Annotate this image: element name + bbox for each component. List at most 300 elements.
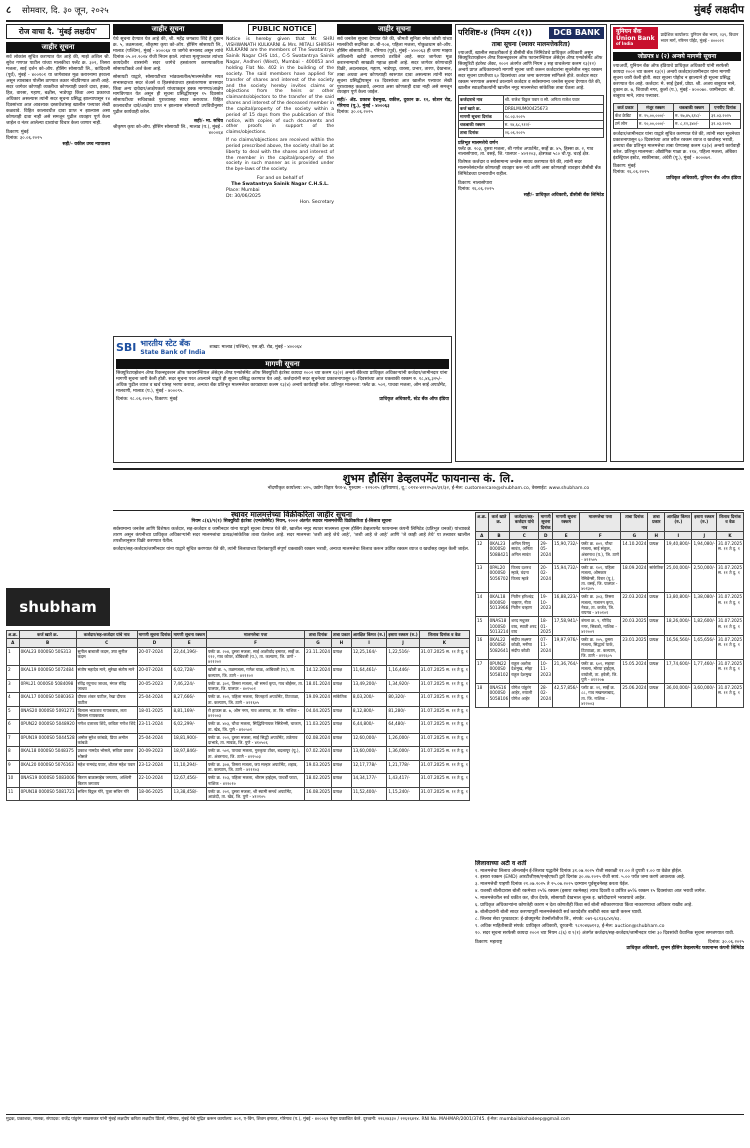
auction-cell-pt: सांकेतिक [648, 564, 665, 593]
terms-place: ठिकाण: महाराष्ट्र [475, 940, 503, 946]
auction-col-letter: C [76, 639, 137, 647]
page-number: ८ [6, 5, 12, 16]
sbi-branch: शाखा: मालाड (पश्चिम), एस.व्ही. रोड, मुंबई - ४०००६४ [209, 344, 302, 350]
auction-cell-auc: 31.07.2025 स. ११ ते दु. १ [419, 733, 469, 747]
auction-row [7, 787, 470, 801]
auction-cell-name: संदीप लक्ष्मण कोळी, मनीषा संदीप कोळी [510, 636, 539, 660]
sbi-signature: प्राधिकृत अधिकारी, स्टेट बँक ऑफ इंडिया [379, 397, 449, 403]
auction-row [476, 660, 744, 684]
dcb-row [459, 121, 604, 129]
auction-cell-auc: 31.07.2025 स. ११ ते दु. १ [717, 617, 744, 636]
auction-col-letter: H [332, 639, 352, 647]
notice-society: श्रीकृष्ण कृपा को-ऑप. हौसिंग सोसायटी लि., मालाड (प.), मुंबई - ४०००६४ [113, 125, 223, 137]
union-bank-col-header: कर्ज प्रकार [614, 103, 638, 111]
paper-name: मुंबई लक्षदीप [694, 4, 744, 16]
auction-cell-name: संतोष महादेव माने, सुरेखा संतोष माने [76, 666, 137, 680]
auction-col-letter: B [19, 639, 76, 647]
auction-cell-addr: फ्लॅट क्र. ६०१, सहावा मजला, मोरया हाईट्स, वाघोली, ता. हवेली, जि. पुणे - ४१२२०७ [580, 660, 621, 684]
auction-cell-no: 12 [476, 540, 489, 564]
auction-cell-pd: 04.04.2025 [305, 706, 332, 720]
auction-col-letter: I [351, 639, 387, 647]
auction-cell-pt: प्रत्यक्ष [332, 679, 352, 693]
auction-col-header: अ.क्र. [476, 513, 489, 532]
auction-cell-addr: फ्लॅट क्र. ५०१, पाचवा मजला, गुरुकृपा टॉवर, बदलापूर (पू.), ता. अंबरनाथ, जि. ठाणे - ४२१५०३ [207, 747, 305, 761]
auction-cell-auc: 31.07.2025 स. ११ ते दु. १ [419, 706, 469, 720]
auction-cell-amt: 16,88,223/- [553, 593, 580, 617]
dcb-note: विशेषतः कर्जदार व सर्वसामान्य जनतेस सावध करण्यात येते की, त्यांनी सदर मालमत्तेसंदर्भात कोणताही व्यवहार करू नये आणि असा कोणताही व्यवहार डीसीबी बँक लिमिटेडच्या प्रभाराधीन राहील. [458, 160, 601, 178]
auction-row [7, 747, 470, 761]
auction-cell-emd: 1,16,446/- [387, 666, 419, 680]
union-bank-row [614, 112, 741, 120]
auction-cell-dn: 22-10-2024 [137, 774, 172, 788]
auction-cell-no: 3 [7, 679, 20, 693]
auction-cell-dn: 10-11-2023 [539, 660, 553, 684]
sbi-date: दिनांक: २८.०६.२०२५, ठिकाण: मुंबई [116, 397, 178, 403]
auction-cell-emd: 1,22,516/- [387, 647, 419, 666]
auction-cell-auc: 31.07.2025 स. ११ ते दु. १ [419, 693, 469, 707]
auction-row [476, 684, 744, 708]
union-bank-place: ठिकाण: मुंबई [613, 164, 636, 170]
auction-cell-addr: फ्लॅट क्र. ३०४, तिसरा मजला, जय मल्हार अपार्टमेंट, शहाड, ता. कल्याण, जि. ठाणे - ४२११०३ [207, 760, 305, 774]
notice-date: दिनांक: ३०.०६.२०२५ [6, 135, 42, 141]
auction-cell-addr: रो हाऊस क्र. ७, ओम नगर, गाव आडगाव, ता. जि. नाशिक - ४२२००३ [207, 706, 305, 720]
auction-cell-no: 11 [7, 787, 20, 801]
auction-cell-name: अमोल सुरेश कांबळे, प्रिया अमोल कांबळे [76, 733, 137, 747]
auction-cell-auc: 31.07.2025 स. ११ ते दु. १ [717, 684, 744, 708]
shubham-subheading: नियम ८(६)/९(१) सिक्युरिटी इंटरेस्ट (एन्फोर्समेंट) नियम, २००२ अंतर्गत स्थावर मालमत्तेच्या विक्रीकरिता ई-लिलाव सूचना [191, 519, 392, 525]
auction-cell-amt: 15,94,732/- [553, 564, 580, 593]
dcb-row [459, 96, 604, 104]
issue-date: सोमवार, दि. ३० जून, २०२५ [22, 6, 109, 16]
auction-col-header: अ.क्र. [8, 632, 18, 637]
dcb-table [458, 95, 604, 137]
auction-cell-dn: 18-01-2025 [540, 618, 552, 634]
auction-cell-dn: 20-07-2024 [137, 666, 172, 680]
shubham-office: नोंदणीकृत कार्यालय: ४२५, उद्योग विहार फेज-४, गुरुग्राम - १२२०१५ (हरियाणा), दू.: ०१२४-४२१२५३०/३१/३२, ई-मेल: customercare@shubham.co, वेबसाईट: www.shubham.co [267, 485, 590, 491]
auction-cell-dn: 28-02-2024 [539, 684, 553, 708]
auction-cell-auc: 31.07.2025 स. ११ ते दु. १ [717, 564, 744, 593]
terms-item: २. इसारा रक्कम (EMD) आरटीजीएस/एनईएफटी द्वारे दिनांक ३०.०७.२०२५ रोजी सायं. ५.०० पर्यंत जमा करणे आवश्यक आहे. [475, 875, 686, 881]
auction-cell-amt: 6,02,728/- [172, 666, 207, 680]
shubham-table-left [6, 630, 470, 1108]
auction-cell-pt: प्रत्यक्ष [648, 660, 665, 684]
auction-cell-name: प्रकाश नामदेव भोसले, सविता प्रकाश भोसले [76, 747, 137, 761]
auction-col-header: मागणी सूचना रक्कम [173, 632, 206, 637]
auction-cell-dn: 18-01-2025 [137, 706, 172, 720]
auction-cell-pd: 16.08.2025 [305, 787, 332, 801]
auction-cell-amt: 22,44,196/- [172, 647, 207, 666]
auction-cell-addr: फ्लॅट क्र. २०४, दुसरा मजला, साई आशीर्वाद इमारत, सर्व्हे क्र. ११२, गाव कोपर, डोंबिवली (प.), ता. कल्याण, जि. ठाणे - ४२१२०२ [207, 647, 305, 666]
auction-cell-no: 6 [7, 720, 20, 734]
sign-date: Dt: 30/06/2025 [226, 194, 261, 200]
auction-cell-emd: 1,26,000/- [387, 733, 419, 747]
auction-cell-pd: 18.09.2024 [621, 564, 648, 593]
auction-cell-dn: 23-12-2024 [137, 760, 172, 774]
dcb-row-value: श्री. राजेश विठ्ठल पवार व सौ. अनिता राजेश पवार [503, 96, 603, 104]
auction-col-header: मालमत्तेचा पत्ता [207, 631, 305, 639]
auction-cell-rp: 13,80,800/- [665, 593, 692, 617]
auction-cell-acc: 0KAL19 0000S0 5072484 [19, 666, 76, 680]
auction-col-header: कर्ज खाते क्र. [488, 513, 510, 532]
auction-cell-pd: 18.01.2024 [305, 679, 332, 693]
auction-cell-no: 18 [476, 684, 489, 708]
auction-cell-rp: 11,64,461/- [351, 666, 387, 680]
auction-row [476, 593, 744, 617]
auction-cell-rp: 12,60,000/- [351, 733, 387, 747]
auction-cell-amt: 8,81,169/- [172, 706, 207, 720]
auction-col-letter: G [621, 531, 648, 539]
union-bank-col-header: मंजूर रक्कम [637, 103, 673, 111]
union-bank-body-2: कर्जदार/जामीनदार यांना याद्वारे सूचित करण्यात येते की, त्यांनी सदर सूचनेच्या प्रकाशनापासून ६० दिवसांच्या आत वरील रक्कम व्याज व खर्चासह भरावी, अन्यथा बँक प्रतिभूत मालमत्तेचा ताबा घेण्यासह कलम १३(४) अन्वये कार्यवाही करेल. प्रतिभूत मालमत्ता: औद्योगिक गाळा क्र. ११४, पहिला मजला, अंबिका इंडस्ट्रियल इस्टेट, साकीनाका, अंधेरी (पू.), मुंबई - ४०००७२. [613, 131, 741, 161]
dcb-row-key: कर्ज खाते क्र. [459, 104, 504, 112]
auction-col-header: मागणी सूचना दिनांक [540, 514, 551, 530]
auction-cell-dn: 25-04-2024 [137, 733, 172, 747]
auction-cell-emd: 3,60,000/- [692, 684, 717, 708]
auction-cell-pd: 23.11.2024 [305, 647, 332, 666]
auction-cell-amt: 15,90,732/- [553, 540, 580, 564]
union-bank-logo-mr: युनियन बँक [616, 28, 642, 35]
notice-date: दिनांक: ३०.०६.२०२५ [337, 110, 373, 116]
auction-col-letter: C [510, 531, 539, 539]
auction-table-left [6, 630, 470, 801]
auction-row [7, 679, 470, 693]
auction-cell-amt: 19,97,976/- [553, 636, 580, 660]
dcb-row-key: थकबाकी रक्कम [459, 121, 504, 129]
auction-cell-auc: 31.07.2025 स. ११ ते दु. १ [717, 593, 744, 617]
terms-item: ७. बोलीदारांनी बोली सादर करण्यापूर्वी मालमत्तेसंबंधी सर्व कायदेशीर बाबींची स्वतः खात्री करून घ्यावी. [475, 910, 643, 916]
auction-cell-acc: 0NAS20 0000S0 5091271 [19, 706, 76, 720]
union-bank-address: प्रादेशिक कार्यालय: युनियन बँक भवन, २३९, विधान भवन मार्ग, नरिमन पॉईंट, मुंबई - ४०००२१ [660, 32, 739, 43]
auction-cell-dn: 07-11-2024 [539, 636, 553, 660]
auction-cell-no: 9 [7, 760, 20, 774]
notice-signature: सही/- मा. सचिव [194, 119, 223, 125]
auction-cell-pt: प्रत्यक्ष [648, 617, 665, 636]
auction-cell-addr: प्लॉट क्र. २१, सर्व्हे क्र. ८८, गाव मखमलाबाद, ता. जि. नाशिक - ४२२००३ [580, 684, 621, 708]
auction-cell-emd: 1,15,240/- [387, 787, 419, 801]
terms-item: ३. मालमत्तेची पाहणी दिनांक २१.०७.२०२५ ते २५.०७.२०२५ दरम्यान पूर्वसूचनेसह करता येईल. [475, 882, 630, 888]
auction-cell-name: गणेश दत्तात्रय शिंदे, कविता गणेश शिंदे [76, 720, 137, 734]
sbi-logo: SBI [116, 340, 137, 354]
auction-cell-rp: 8,03,200/- [351, 693, 387, 707]
sbi-notice [113, 336, 452, 463]
auction-cell-pd: 19.09.2024 [305, 693, 332, 707]
auction-cell-rp: 19,40,800/- [665, 540, 692, 564]
dcb-appendix: परिशिष्ट-४ (नियम ८(१)) [458, 28, 533, 37]
union-bank-logo [613, 27, 658, 49]
auction-row [476, 636, 744, 660]
auction-cell-acc: 0KAL18 0000S0 5013966 [488, 593, 510, 617]
imprint-footer: मुद्रक, प्रकाशक, मालक, संपादक: राजेंद्र पांडुरंग साळसकर यांनी मुंबई लक्षदीप करिता लक्षदीप प्रिंटर्स, गोरेगाव, मुंबई येथे मुद्रित करून कार्यालय: ४०१, ए-विंग, शिवम इमारत, गोरेगाव (प.), मुंबई - ४०००६२ येथून प्रकाशित केले. दूरध्वनी: २२६२४३३० / २२६२६४२४. RNI No. MAHMAR/2001/3745. ई-मेल: mumbailakshadeep@gmail.com [6, 1114, 744, 1144]
shubham-intro-text-2: कर्जदार/सह-कर्जदार/जामीनदार यांना याद्वारे सूचित करण्यात येते की, त्यांनी लिलावाच्या दिनांकापूर्वी संपूर्ण थकबाकी रक्कम भरावी, अन्यथा मालमत्तेचा लिलाव करून उर्वरित रक्कम व्याज व खर्चासह वसूल केली जाईल. [113, 547, 470, 553]
union-bank-col-header: थकबाकी रक्कम [673, 103, 709, 111]
auction-row [7, 760, 470, 774]
auction-cell-no: 5 [7, 706, 20, 720]
shubham-intro-text: सर्वसामान्य जनतेस आणि विशेषतः कर्जदार, सह-कर्जदार व जामीनदार यांना याद्वारे सूचना देण्यात येते की, खालील नमूद स्थावर मालमत्ता शुभम हौसिंग डेव्हलपमेंट फायनान्स कंपनी लिमिटेड (प्रतिभूत धनको) यांच्याकडे तारण असून कंपनीच्या प्राधिकृत अधिकाऱ्यांनी सदर मालमत्तांचा प्रत्यक्ष/सांकेतिक ताबा घेतलेला आहे. सदर मालमत्ता 'जशी आहे जेथे आहे', 'जशी आहे जे आहे' आणि 'जे काही आहे तेथे' या तत्त्वावर खालील तपशीलानुसार विक्री करण्यात येतील. [113, 527, 470, 545]
shubham-terms [475, 860, 744, 1108]
auction-cell-rp: 13,60,000/- [351, 747, 387, 761]
auction-cell-pt: प्रत्यक्ष [648, 593, 665, 617]
auction-cell-pt: प्रत्यक्ष [332, 666, 352, 680]
auction-row [476, 564, 744, 593]
auction-cell-emd: 1,34,920/- [387, 679, 419, 693]
sign-place: Place: Mumbai [226, 188, 260, 194]
auction-cell-auc: 31.07.2025 स. ११ ते दु. १ [419, 747, 469, 761]
notice-header: जाहीर सूचना [337, 24, 452, 35]
auction-cell-pd: 25.06.2024 [621, 684, 648, 708]
auction-row [7, 693, 470, 707]
union-bank-cell: रु. २५,००,०००/- [637, 112, 673, 120]
auction-cell-pt: प्रत्यक्ष [332, 787, 352, 801]
auction-cell-dn: 19-10-2023 [539, 593, 553, 617]
auction-cell-addr: खोली क्र. ५, तळमजला, गणेश चाळ, आंबिवली (प.), ता. कल्याण, जि. ठाणे - ४२११०२ [207, 666, 305, 680]
terms-item: ८. लिलाव सेवा पुरवठादार: ई-प्रोक्युरमेंट टेक्नॉलॉजीज लि., संपर्क: ०७९-६८१३६८४१/४३. [475, 917, 621, 923]
notice-header: जाहीर सूचना [113, 24, 223, 35]
dcb-place: ठिकाण: नालासोपारा [458, 181, 493, 187]
auction-col-header: ताबा दिनांक [621, 513, 648, 532]
auction-cell-amt: 12,67,456/- [172, 774, 207, 788]
auction-cell-emd: 2,50,000/- [692, 564, 717, 593]
auction-cell-addr: बंगला क्र. ९, गोविंद नगर, सिडको, नाशिक - ४२२००९ [580, 617, 621, 636]
auction-cell-addr: फ्लॅट क्र. २०५, दुसरा मजला, सिद्धार्थ पार्क, टिटवाळा, ता. कल्याण, जि. ठाणे - ४२१६०५ [580, 636, 621, 660]
auction-cell-acc: 0PAL21 0000S0 5084098 [19, 679, 76, 693]
sbi-name-en: State Bank of India [140, 349, 206, 356]
auction-cell-rp: 25,00,000/- [665, 564, 692, 593]
auction-cell-auc: 31.07.2025 स. ११ ते दु. १ [419, 760, 469, 774]
auction-cell-rp: 12,17,778/- [351, 760, 387, 774]
auction-row [476, 540, 744, 564]
auction-cell-amt: 6,02,299/- [172, 720, 207, 734]
auction-cell-emd: 64,480/- [387, 720, 419, 734]
notice-body-2: सोसायटी याद्वारे, सोसायटीच्या भांडवलातील/मालमत्तेतील मयत सभासदाच्या सदर शेअर्स व हितसंबंधाच्या हस्तांतरणास वारसदार किंवा अन्य दावेदार/आक्षेपकर्ता यांच्याकडून हक्क मागण्या/आक्षेप मागविण्यात येत असून ही सूचना प्रसिद्धीपासून १५ दिवसांत सोसायटीच्या सचिवाकडे पुराव्यासह सादर कराव्यात. विहित कालावधीत दावे/आक्षेप प्राप्त न झाल्यास सोसायटी उपविधीनुसार पुढील कार्यवाही करेल. [113, 74, 223, 116]
notice-signature: सही/- ॲड. प्रकाश देशमुख, वकील, दुकान क्र. १२, स्टेशन रोड, गोरेगाव (पू.), मुंबई - ४०००६३ [337, 98, 452, 110]
public-notice-body-2: If no claims/objections are received within the period prescribed above, the society shall be at liberty to deal with the shares and interest of the member in the capital/property of the society in such manner as is provided under the bye-laws of the society. [226, 138, 334, 173]
auction-cell-name: योगेश पांडुरंग आहेर, रुपाली योगेश आहेर [510, 684, 539, 708]
auction-cell-dn: 23-11-2024 [137, 720, 172, 734]
auction-cell-pt: प्रत्यक्ष [648, 684, 665, 708]
auction-col-letter: H [648, 531, 665, 539]
auction-cell-pt: प्रत्यक्ष [332, 720, 352, 734]
auction-cell-amt: 18,81,900/- [172, 733, 207, 747]
auction-col-header: कर्ज खाते क्र. [19, 631, 76, 639]
auction-cell-pd: 11.03.2025 [305, 720, 332, 734]
auction-col-header: ताबा प्रकार [648, 513, 665, 532]
auction-cell-amt: 8,27,666/- [172, 693, 207, 707]
auction-col-letter: J [692, 531, 717, 539]
auction-cell-auc: 31.07.2025 स. ११ ते दु. १ [419, 774, 469, 788]
auction-col-letter: B [488, 531, 510, 539]
terms-heading: लिलावाच्या अटी व शर्ती [475, 860, 527, 867]
auction-cell-addr: फ्लॅट क्र. २०१, दुसरा मजला, श्री स्वामी समर्थ अपार्टमेंट, आळंदी, ता. खेड, जि. पुणे - ४१२१०५ [207, 787, 305, 801]
auction-row [7, 774, 470, 788]
dcb-intro: ज्याअर्थी, खालील स्वाक्षरीकर्ता हे डीसीबी बँक लिमिटेडचे प्राधिकृत अधिकारी असून सिक्युरिटायझेशन ॲण्ड रिकन्स्ट्रक्शन ऑफ फायनान्शियल ॲसेट्स ॲण्ड एन्फोर्समेंट ऑफ सिक्युरिटी इंटरेस्ट ॲक्ट, २००२ अंतर्गत आणि नियम ३ सह वाचलेल्या कलम १३(१२) अन्वये प्राप्त अधिकारान्वये मागणी सूचना जारी करून कर्जदारांना सूचनेतील नमूद रक्कम सदर सूचना प्राप्तीच्या ६० दिवसांच्या आत जमा करण्यास सांगितले होते. कर्जदार सदर रक्कम भरण्यास असमर्थ ठरल्याने कर्जदार व सर्वसामान्य जनतेस सूचना देण्यात येते की, खालील स्वाक्षरीकर्त्यांनी खालील नमूद मालमत्तेचा सांकेतिक ताबा घेतला आहे. [458, 50, 603, 92]
notice-signature: सही/- वकील उच्च न्यायालय [62, 141, 110, 147]
union-bank-logo-sub: of India [616, 41, 634, 47]
auction-cell-dn: 20-02-2024 [539, 564, 553, 593]
auction-col-header: आरक्षित किंमत (रु.) [352, 632, 386, 637]
terms-item: ५. मालमत्तेवरील सर्व थकीत कर, वीज देयके, सोसायटी देखभाल शुल्क इ. खरेदीदाराने भरावयाचे आहेत. [475, 896, 646, 902]
dcb-row [459, 104, 604, 112]
auction-col-header: मागणी सूचना दिनांक [138, 632, 171, 637]
auction-cell-auc: 31.07.2025 स. ११ ते दु. १ [717, 636, 744, 660]
terms-list [475, 869, 744, 938]
auction-col-letter: D [137, 639, 172, 647]
dcb-row-value: रु. २४,६८,९१२/- [503, 121, 603, 129]
dcb-row [459, 129, 604, 137]
auction-cell-rp: 13,49,200/- [351, 679, 387, 693]
auction-cell-no: 2 [7, 666, 20, 680]
auction-cell-no: 10 [7, 774, 20, 788]
auction-col-header: आरक्षित किंमत (रु.) [665, 513, 692, 532]
sbi-body: सिक्युरिटायझेशन ॲण्ड रिकन्स्ट्रक्शन ऑफ फायनान्शियल ॲसेट्स ॲण्ड एन्फोर्समेंट ऑफ सिक्युरिटी इंटरेस्ट कायदा २००२ च्या कलम १३(२) अन्वये बँकेच्या प्राधिकृत अधिकाऱ्यांनी कर्जदार/जामीनदार यांना मागणी सूचना जारी केली होती. सदर सूचना परत आल्याने याद्वारे ही सूचना प्रसिद्ध करण्यात येत आहे. कर्जदारांनी सदर सूचनेच्या प्रकाशनापासून ६० दिवसांच्या आत थकबाकी रक्कम रु. १८,४६,३२५/- अधिक पुढील व्याज व खर्च यांसह भरणा करावा, अन्यथा बँक प्रतिभूत मालमत्तेवर कायद्याच्या कलम १३(४) अन्वये कार्यवाही करेल. प्रतिभूत मालमत्ता: फ्लॅट क्र. ५०२, पाचवा मजला, ओम साई अपार्टमेंट, मालवणी, मालाड (प.), मुंबई - ४०००९५. [116, 371, 448, 395]
auction-cell-acc: 0NAS16 0000S0 5058106 [488, 684, 510, 708]
auction-col-letter: I [665, 531, 692, 539]
union-bank-notice [610, 24, 744, 462]
column-2 [113, 24, 223, 334]
union-bank-body: ज्याअर्थी, युनियन बँक ऑफ इंडियाचे प्राधिकृत अधिकारी यांनी सरफेसी कायदा २००२ च्या कलम १३(२) अन्वये कर्जदार/जामीनदार यांना मागणी सूचना जारी केली होती. सदर सूचना पोहोच न झाल्याने ही सूचना प्रसिद्ध करण्यात येत आहे. कर्जदार: मे. साई ट्रेडर्स, प्रोप्रा. श्री. अजय बाबुराव माने, दुकान क्र. ७, शिवाजी नगर, कुर्ला (प.), मुंबई - ४०००७०. जामीनदार: श्री. बाबुराव माने, त्याच पत्त्यावर. [613, 64, 736, 99]
auction-cell-emd: 1,36,000/- [387, 747, 419, 761]
auction-cell-pt: प्रत्यक्ष [332, 706, 352, 720]
auction-row [7, 733, 470, 747]
auction-col-letter: K [717, 531, 744, 539]
auction-cell-pt: प्रत्यक्ष [332, 774, 352, 788]
auction-cell-no: 14 [476, 593, 489, 617]
auction-row [7, 720, 470, 734]
auction-cell-pt: प्रत्यक्ष [648, 636, 665, 660]
dcb-property: फ्लॅट क्र. २०३, दुसरा मजला, श्री गणेश अपार्टमेंट, सर्व्हे क्र. ४५, हिस्सा क्र. २, गाव नालासोपारा, ता. वसई, जि. पालघर - ४०१२०३, क्षेत्रफळ ५८० चौ.फू. चटई क्षेत्र. [458, 146, 594, 158]
shubham-table-right [475, 512, 744, 857]
terms-item: ९. अधिक माहितीसाठी संपर्क: प्राधिकृत अधिकारी, दूरध्वनी: ९८२०४६७१२३, ई-मेल: auction@shubham.co [475, 924, 665, 930]
auction-col-header: इसारा रक्कम (रु.) [388, 632, 418, 637]
auction-col-header: लिलाव दिनांक व वेळ [717, 513, 744, 532]
auction-cell-pt: प्रत्यक्ष [332, 747, 352, 761]
auction-cell-emd: 1,21,778/- [387, 760, 419, 774]
dcb-row-key: ताबा दिनांक [459, 129, 504, 137]
auction-cell-name: विलास भाऊराव गायकवाड, लता विलास गायकवाड [76, 706, 137, 720]
terms-item: ६. प्राधिकृत अधिकाऱ्यांना कोणतेही कारण न देता कोणतीही किंवा सर्व बोली स्वीकारण्याचा किंवा नाकारण्याचा अधिकार राखीव आहे. [475, 903, 693, 909]
auction-cell-name: नितीन हरिश्चंद्र चव्हाण, नीता नितीन चव्हाण [510, 593, 539, 617]
auction-row [7, 706, 470, 720]
notice-body: येथे सूचना देण्यात येत आहे की, श्री. महेंद्र जगन्नाथ शिंदे हे दुकान क्र. ५, तळमजला, श्रीकृष्ण कृपा को-ऑप. हौसिंग सोसायटी लि., मालाड (पश्चिम), मुंबई - ४०००६४ या जागेचे सभासद असून त्यांचे दिनांक ०५.०२.२०२४ रोजी निधन झाले. त्यांच्या मृत्युपश्चात त्यांच्या कायदेशीर वारसांनी सदर जागेचे हस्तांतरण करण्याकरिता सोसायटीकडे अर्ज केला आहे. [113, 36, 223, 72]
auction-cell-auc: 31.07.2025 स. ११ ते दु. १ [419, 720, 469, 734]
dcb-date: दिनांक: २६.०६.२०२५ [458, 187, 494, 193]
auction-cell-no: 8 [7, 747, 20, 761]
auction-cell-pd: 02.08.2024 [305, 733, 332, 747]
auction-cell-emd: 1,38,080/- [692, 593, 717, 617]
union-bank-cell: ३१.०३.२०२५ [710, 112, 741, 120]
auction-cell-pd: 18.02.2025 [305, 774, 332, 788]
auction-cell-no: 7 [7, 733, 20, 747]
auction-cell-pt: सांकेतिक [332, 693, 352, 707]
auction-cell-rp: 17,74,600/- [665, 660, 692, 684]
auction-cell-dn: 25-04-2024 [137, 693, 172, 707]
auction-cell-emd: 1,77,460/- [692, 660, 717, 684]
dcb-property-label: प्रतिभूत मालमत्तेचे वर्णन [458, 140, 498, 146]
auction-cell-rp: 36,00,000/- [665, 684, 692, 708]
auction-cell-name: शरद मधुकर वाघ, स्वाती शरद वाघ [510, 617, 539, 636]
auction-col-header: कर्जदार/सह-कर्जदार यांचे नाव [76, 631, 137, 639]
auction-cell-addr: फ्लॅट क्र. १०२, पहिला मजला, विघ्नहर्ता अपार्टमेंट, टिटवाळा, ता. कल्याण, जि. ठाणे - ४२१६०५ [207, 693, 305, 707]
auction-cell-addr: फ्लॅट क्र. १०१, पहिला मजला, ओमकार रेसिडेन्सी, विरार (पू.), ता. वसई, जि. पालघर - ४०१३०५ [580, 564, 621, 593]
read-banner: रोज वाचा दै. 'मुंबई लक्षदीप' [6, 24, 110, 39]
notice-place: ठिकाण: मुंबई [6, 129, 29, 135]
auction-col-header: लिलाव दिनांक व वेळ [419, 631, 469, 639]
auction-col-letter: F [580, 531, 621, 539]
auction-row [7, 666, 470, 680]
dcb-signature: सही/- प्राधिकृत अधिकारी, डीसीबी बँक लिमिटेड [523, 193, 604, 199]
union-bank-signature: प्राधिकृत अधिकारी, युनियन बँक ऑफ इंडिया [666, 176, 741, 182]
auction-col-letter: E [172, 639, 207, 647]
notice-body: सर्व जनतेस सूचना देण्यात येते की, श्रीमती सुनिता रमेश जोशी यांच्या मालकीची सदनिका क्र. बी-१०४, पहिला मजला, गोकुळधाम को-ऑप. हौसिंग सोसायटी लि., गोरेगाव (पूर्व), मुंबई - ४०००६३ ही जागा माझ्या अशिलांनी खरेदी करण्याचे ठरविले आहे. सदर जागेच्या मूळ करारनाम्याची साखळी गहाळ झाली आहे. सदर जागेवर कोणाचाही विक्री, अदलाबदल, गहाण, भाडेपट्टा, वारसा, प्रभार, तारण, देखभाल, ताबा अथवा अन्य कोणत्याही स्वरुपात दावा असल्यास त्यांनी सदर सूचना प्रसिद्धीपासून १४ दिवसांच्या आत खालील पत्त्यावर लेखी पुराव्यासह कळवावे, अन्यथा असा कोणताही दावा नाही असे समजून व्यवहार पूर्ण केला जाईल. [337, 36, 452, 96]
auction-cell-no: 1 [7, 647, 20, 666]
public-notice-title: PUBLIC NOTICE [248, 24, 316, 35]
column-4 [337, 24, 452, 162]
auction-cell-pd: 23.01.2025 [621, 636, 648, 660]
auction-cell-dn: 20-05-2023 [137, 679, 172, 693]
shubham-logo: shubham [19, 597, 97, 616]
shubham-logo-box [6, 588, 110, 626]
terms-signature: प्राधिकृत अधिकारी, शुभम हौसिंग डेव्हलपमेंट फायनान्स कंपनी लिमिटेड [626, 946, 744, 952]
auction-cell-auc: 31.07.2025 स. ११ ते दु. १ [419, 679, 469, 693]
auction-row [7, 647, 470, 666]
auction-cell-amt: 7,46,224/- [172, 679, 207, 693]
union-bank-table [613, 103, 741, 129]
dcb-row [459, 112, 604, 120]
auction-cell-emd: 1,65,656/- [692, 636, 717, 660]
auction-cell-pd: 20.03.2025 [621, 617, 648, 636]
dcb-subtitle: ताबा सूचना (स्थावर मालमत्तेकरिता) [491, 41, 571, 48]
auction-cell-acc: 0PUN19 0000S0 5044528 [19, 733, 76, 747]
auction-cell-emd: 81,280/- [387, 706, 419, 720]
auction-cell-name: दीपक शंकर पाटील, रेखा दीपक पाटील [76, 693, 137, 707]
sign-line-3: Hon. Secretary [299, 200, 334, 206]
auction-cell-no: 15 [476, 617, 489, 636]
auction-cell-acc: 0NAS18 1000S0 5013214 [489, 618, 509, 634]
auction-cell-no: 4 [7, 693, 20, 707]
auction-col-letter: F [207, 639, 305, 647]
auction-cell-pd: 15.05.2024 [621, 660, 648, 684]
union-bank-cell: रु. १०,००,०००/- [637, 120, 673, 128]
dcb-row-key: मागणी सूचना दिनांक [459, 112, 504, 120]
auction-cell-acc: 0PUN22 0000S0 5058102 [488, 660, 510, 684]
dcb-notice [455, 24, 607, 462]
auction-cell-acc: 0PAL20 0000S0 5056702 [488, 564, 510, 593]
auction-cell-rp: 18,26,000/- [665, 617, 692, 636]
auction-cell-dn: 20-07-2024 [137, 647, 172, 666]
auction-col-letter: G [305, 639, 332, 647]
auction-col-letter: D [539, 531, 553, 539]
auction-cell-addr: फ्लॅट क्र. ४०३, चौथा मजला, सिद्धिविनायक रेसिडेन्सी, चाकण, ता. खेड, जि. पुणे - ४१०५०१ [207, 720, 305, 734]
union-bank-logo-en: Union Bank [616, 34, 655, 42]
auction-cell-pd: 22.03.2024 [621, 593, 648, 617]
auction-cell-no: 17 [476, 660, 489, 684]
shubham-header [113, 468, 744, 511]
union-bank-col-header: एनपीए दिनांक [710, 103, 741, 111]
terms-item: १. मालमत्तेचा लिलाव ऑनलाईन ई-लिलाव पद्धतीने दिनांक ३१.०७.२०२५ रोजी सकाळी ११.०० ते दुपारी १.०० या वेळेत होईल. [475, 868, 683, 874]
auction-cell-pd: 07.02.2024 [305, 747, 332, 761]
auction-col-header: ताबा दिनांक [305, 631, 332, 639]
auction-col-header: ताबा प्रकार [333, 632, 350, 637]
auction-cell-pd: 19.03.2025 [305, 760, 332, 774]
union-bank-cell: रु. २७,४५,६१८/- [673, 112, 709, 120]
notice-header: जाहीर सूचना [6, 42, 110, 53]
column-1 [6, 24, 110, 584]
auction-cell-acc: 0PUN22 0000S0 5048920 [19, 720, 76, 734]
auction-col-letter: E [553, 531, 580, 539]
auction-cell-amt: 17,58,941/- [553, 617, 580, 636]
auction-cell-name: सुनील बाबाजी कदम, उषा सुनील कदम [76, 647, 137, 666]
auction-cell-acc: 0PUN18 0000S0 5081721 [19, 787, 76, 801]
masthead [6, 4, 744, 22]
